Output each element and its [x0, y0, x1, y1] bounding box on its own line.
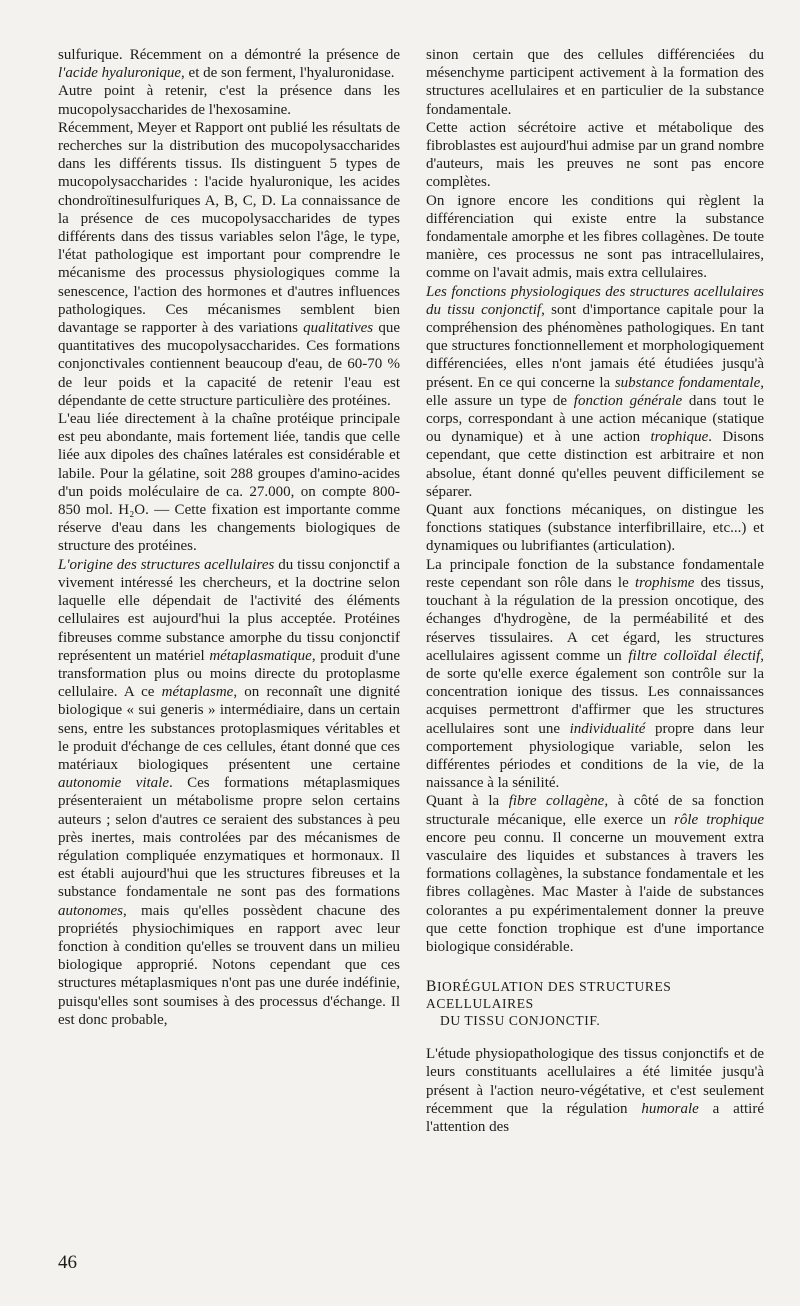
paragraph [58, 46, 400, 82]
italic-term: l'acide hyaluronique [58, 65, 182, 82]
text: , de sorte qu'elle exerce également son contrôle sur la concentration ionique des tissus. Les connaissances acquises permettront d'affirmer que les structures acellulaires sont une [426, 647, 764, 737]
italic-term: humorale [641, 1100, 699, 1117]
paragraph [426, 1045, 764, 1136]
italic-term: individualité [569, 720, 646, 737]
italic-term: autonomie vitale [58, 775, 170, 792]
paragraph: Quant aux fonctions mécaniques, on distingue les fonctions statiques (substance interfibrillaire, etc...) et dynamiques ou lubrifiantes (articulation). [426, 502, 764, 555]
italic-term: trophisme [635, 574, 695, 591]
text: sulfurique. Récemment on a démontré la présence de [58, 47, 400, 63]
paragraph: On ignore encore les conditions qui règlent la différenciation qui existe entre la substance fondamentale amorphe et les fibres collagènes. De toute manière, ces processus ne sont pas intracellulaires, comme on l'avait admis, mais extra cellulaires. [426, 192, 764, 282]
italic-term: fibre collagène [508, 793, 605, 810]
page-number: 46 [58, 1252, 77, 1273]
heading-line: DU TISSU CONJONCTIF. [440, 1013, 601, 1029]
section-heading [426, 978, 764, 1029]
italic-term: substance fondamentale [614, 374, 761, 391]
text: a attiré l'attention des [426, 1100, 764, 1135]
text: que quantitatives des mucopolysaccharides. Ces formations conjonctivales contiennent beaucoup d'eau, de 60-70 % de leur poids et la capacité de retenir l'eau est dépendante de cette structure particulière des protéines. [58, 320, 400, 409]
text: Quant à la [426, 793, 509, 810]
text: . Disons cependant, que cette distinction est arbitraire et non absolue, étant donné qu'elles peuvent difficilement se séparer. [426, 429, 764, 500]
text: La principale fonction de la substance fondamentale reste cependant son rôle dans le [426, 556, 764, 591]
text: des tissus, touchant à la régulation de la pression oncotique, des échanges d'hydrogène, de la perméabilité et des réserves tissulaires. A cet égard, les structures acellulaires agissent comme un [426, 574, 765, 664]
paragraph: L'eau liée directement à la chaîne protéique principale est peu abondante, mais fortement liée, tandis que celle liée aux dipoles des chaînes latérales est considérable et labile. Pour la gélatine, soit 288 groupes d'amino-acides d'un poids moléculaire de ca. 27.000, on compte 800-850 mol. H₂O. — Cette fixation est importante comme réserve d'eau dans les changements biologiques de structure des protéines. [58, 411, 400, 555]
text: Récemment, Meyer et Rapport ont publié les résultats de recherches sur la distribution des mucopolysaccharides dans les différents tissus. Ils distinguent 5 types de mucopolysaccharides : l'acide hyaluronique, les acides chondroïtinesulfuriques A, B, C, D. La connaissance de la présence de ces mucopolysaccharides de types différents dans des tissus variables selon l'âge, le type, l'état pathologique est important pour comprendre le mécanisme des processus physiologiques comme la senescence, l'action des hormones et d'autres influences pathologiques. Ces mécanismes semblent bien davantage se rapporter à des variations [58, 119, 400, 337]
right-column [426, 46, 764, 1136]
italic-term: rôle trophique [674, 811, 765, 828]
text: L'étude physiopathologique des tissus conjonctifs et de leurs constituants acellulaires a été limitée jusqu'à présent à l'action neuro-végétative, et c'est seulement récemment que la régulation [426, 1046, 764, 1117]
italic-term: métaplasme [161, 684, 234, 701]
paragraph [58, 119, 400, 410]
left-column [58, 46, 400, 1029]
text: . Ces formations métaplasmiques présenteraient un métabolisme propre selon certains auteurs ; selon d'autres ce seraient des substances à peu près inertes, mais controlées par des mécanismes de régulation compliquée enzymatiques et hormonaux. Il est établi aujourd'hui que les structures fibreuses et la substance fondamentale ne sont pas des formations [58, 775, 400, 901]
text: encore peu connu. Il concerne un mouvement extra vasculaire des liquides et substances à travers les formations collagènes, la substance fondamentale et les fibres collagènes. Mac Master à l'aide de substances colorantes a pu expérimentalement donner la preuve que cette fonction trophique est d'une importance biologique considérable. [426, 829, 764, 955]
text: , produit d'une transformation plus ou moins directe du protoplasme cellulaire. A ce [58, 647, 400, 701]
text: dans tout le corps, correspondant à une action mécanique (statique ou dynamique) et à une action [426, 392, 765, 446]
italic-term: autonomes [58, 902, 123, 919]
italic-term: trophique [650, 429, 709, 446]
text: , sont d'importance capitale pour la compréhension des phénomènes pathologiques. En tant que structures fonctionnellement et morphologiquement différenciées, elles n'ont jamais été étudiées jusqu'à présent. En ce qui concerne la [426, 301, 764, 391]
paragraph [426, 556, 764, 793]
italic-term: fonction générale [573, 392, 683, 409]
text: , on reconnaît une dignité biologique « sui generis » intermédiaire, dans un certain sens, entre les substances protoplasmiques véritables et le produit d'échange de ces cellules, étant donné que ces matériaux biologiques présentent une certaine [58, 684, 400, 773]
heading-line: IORÉGULATION DES STRUCTURES ACELLULAIRES [426, 979, 672, 1012]
paragraph [426, 792, 764, 956]
heading-initial: B [426, 978, 437, 996]
italic-term: filtre colloïdal électif [628, 647, 761, 664]
text: , elle assure un type de [426, 374, 764, 409]
text: propre dans leur comportement physiologique variable, selon les différentes périodes et conditions de la vie, de la naissance à la sénilité. [426, 720, 764, 792]
paragraph [58, 556, 400, 1029]
text: , et de son ferment, l'hyaluronidase. [181, 65, 395, 82]
italic-term: métaplasmatique [209, 647, 312, 664]
italic-term: L'origine des structures acellulaires [58, 556, 275, 573]
text: , mais qu'elles possèdent chacune des propriétés physiochimiques en rapport avec leur fonction à condition qu'elles se trouvent dans un milieu biologique approprié. Notons cependant que ces structures métaplasmiques n'ont pas une durée indéfinie, puisqu'elles sont soumises à des processus d'échange. Il est donc probable, [58, 902, 400, 1028]
paragraph: Autre point à retenir, c'est la présence dans les mucopolysaccharides de l'hexosamine. [58, 83, 400, 118]
paragraph [426, 283, 764, 501]
paragraph: Cette action sécrétoire active et métabolique des fibroblastes est aujourd'hui admise par un grand nombre d'auteurs, mais les preuves ne sont pas encore complètes. [426, 119, 764, 191]
text: , à côté de sa fonction structurale mécanique, elle exerce un [426, 793, 764, 828]
italic-term: qualitatives [303, 320, 374, 337]
paragraph: sinon certain que des cellules différenciées du mésenchyme participent activement à la formation des structures acellulaires et en particulier de la substance fondamentale. [426, 47, 764, 118]
italic-term: Les fonctions physiologiques des structures acellulaires du tissu conjonctif [426, 283, 764, 318]
text: du tissu conjonctif a vivement intéressé les chercheurs, et la doctrine selon laquelle elle dépendait de l'activité des éléments cellulaires est aujourd'hui la plus acceptée. Protéines fibreuses comme substance amorphe du tissu conjonctif représentent un matériel [58, 556, 400, 664]
